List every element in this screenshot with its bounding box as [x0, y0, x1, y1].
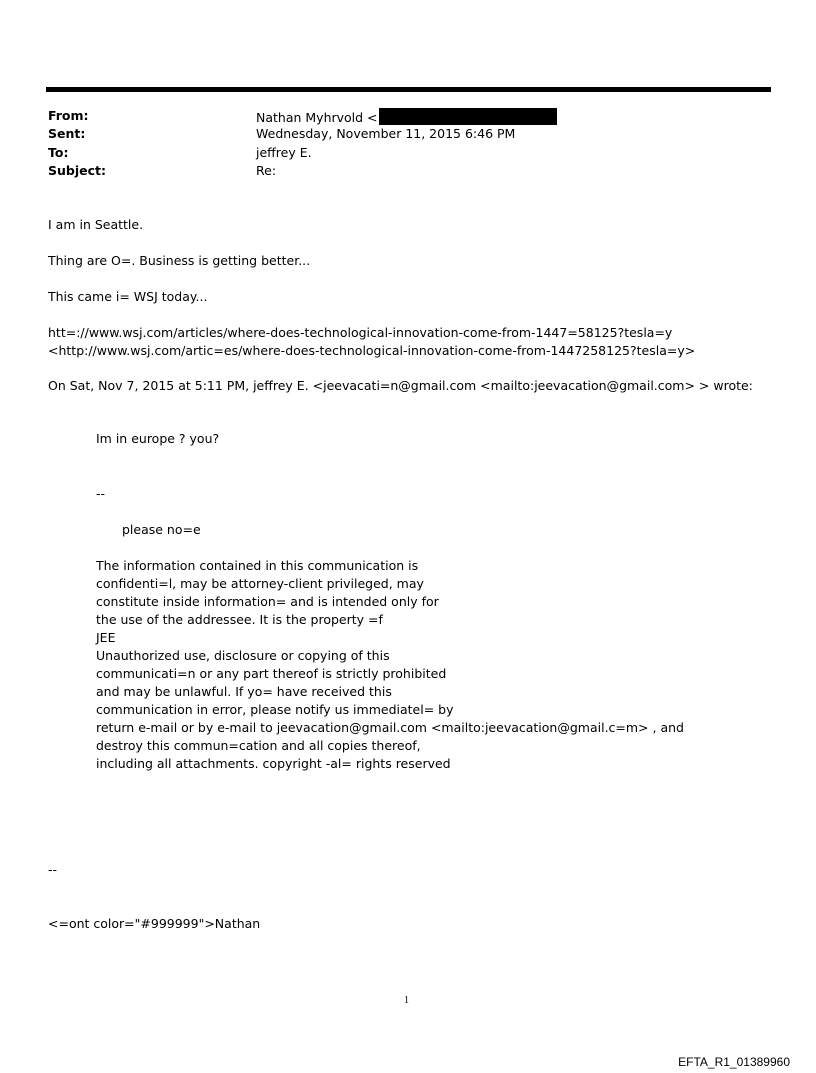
article-link[interactable]: htt=://www.wsj.com/articles/where-does-technological-innovation-come-from-1447=58125?tesla=y — [48, 325, 673, 340]
sent-value: Wednesday, November 11, 2015 6:46 PM — [256, 126, 516, 141]
disclaimer-line: communicati=n or any part thereof is strictly prohibited — [96, 666, 447, 681]
disclaimer-line: including all attachments. copyright -al= rights reserved — [96, 756, 451, 771]
disclaimer-line: confidenti=l, may be attorney-client privileged, may — [96, 576, 424, 591]
header-rule — [46, 87, 771, 92]
redaction-box — [379, 108, 557, 125]
disclaimer-line: Unauthorized use, disclosure or copying of this — [96, 648, 390, 663]
disclaimer-line: and may be unlawful. If yo= have received this — [96, 684, 392, 699]
page-number: 1 — [404, 995, 409, 1006]
please-note: please no=e — [122, 522, 201, 537]
from-value — [256, 108, 557, 125]
signature: <=ont color="#999999">Nathan — [48, 916, 261, 931]
quote-intro: On Sat, Nov 7, 2015 at 5:11 PM, jeffrey E. <jeevacati=n@gmail.com <mailto:jeevacation@gmail.com> > wrote: — [48, 378, 753, 393]
subject-label: Subject: — [48, 163, 106, 178]
disclaimer-line: constitute inside information= and is intended only for — [96, 594, 439, 609]
disclaimer-line: JEE — [96, 630, 116, 645]
article-link-alt[interactable]: <http://www.wsj.com/artic=es/where-does-technological-innovation-come-from-1447258125?tesla=y> — [48, 343, 696, 358]
to-label: To: — [48, 145, 69, 160]
body-paragraph: This came i= WSJ today... — [48, 289, 208, 304]
disclaimer-line: destroy this commun=cation and all copies thereof, — [96, 738, 421, 753]
disclaimer-line: return e-mail or by e-mail to jeevacation@gmail.com <mailto:jeevacation@gmail.c=m> , and — [96, 720, 684, 735]
subject-value: Re: — [256, 163, 277, 178]
bottom-separator: -- — [48, 862, 58, 877]
document-id: EFTA_R1_01389960 — [678, 1055, 790, 1069]
disclaimer-line: The information contained in this communication is — [96, 558, 419, 573]
to-value: jeffrey E. — [256, 145, 312, 160]
disclaimer-line: the use of the addressee. It is the property =f — [96, 612, 383, 627]
sent-label: Sent: — [48, 126, 86, 141]
from-label: From: — [48, 108, 89, 123]
signature-separator: -- — [96, 486, 106, 501]
body-paragraph: I am in Seattle. — [48, 217, 144, 232]
sender-name: Nathan Myhrvold < — [256, 110, 378, 125]
disclaimer-line: communication in error, please notify us immediatel= by — [96, 702, 454, 717]
body-paragraph: Thing are O=. Business is getting better... — [48, 253, 311, 268]
quoted-message: Im in europe ? you? — [96, 431, 220, 446]
